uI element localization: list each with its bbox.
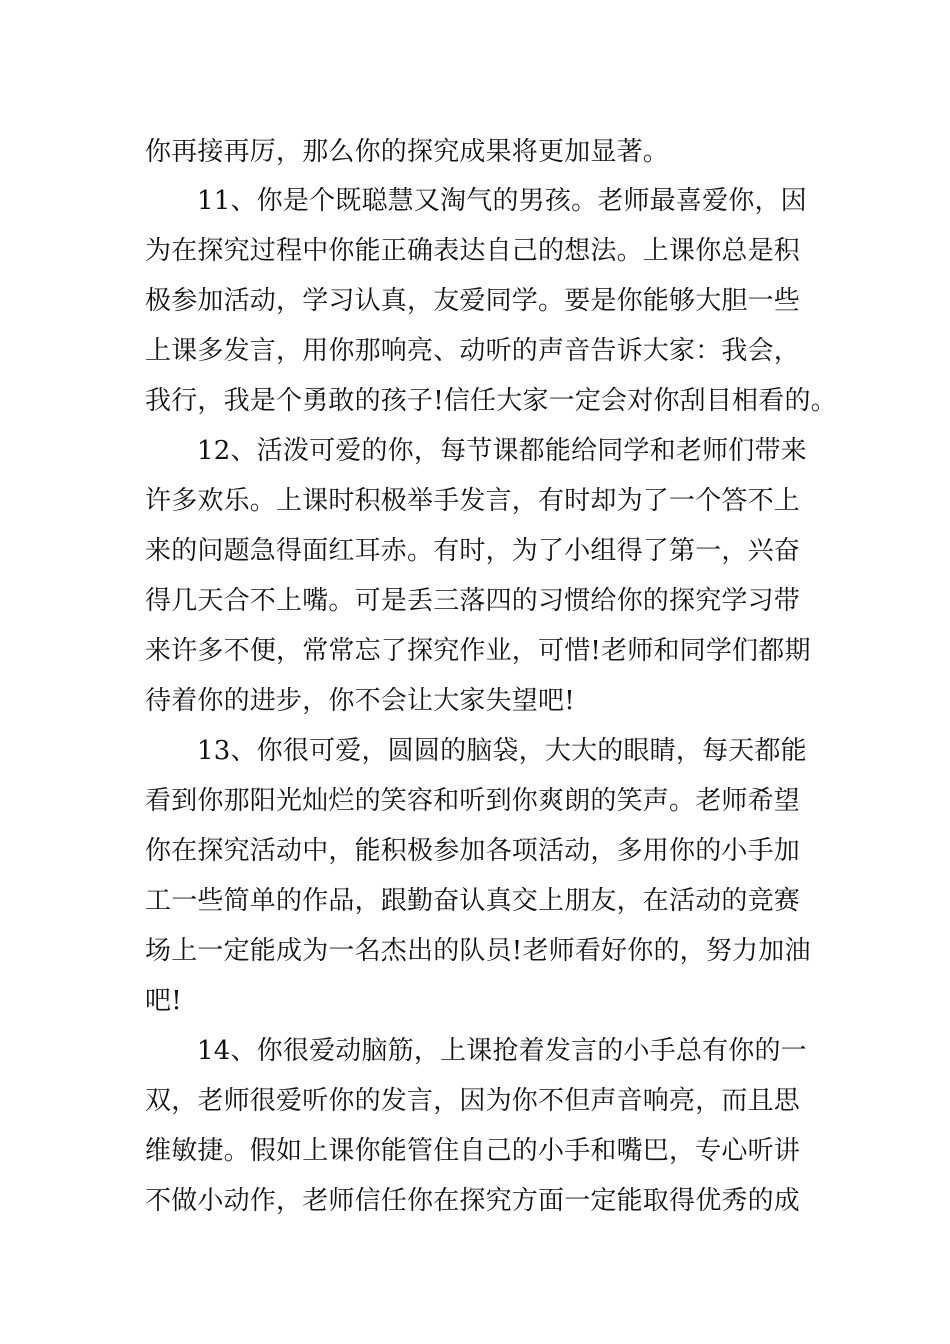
text-line: 你在探究活动中，能积极参加各项活动，多用你的小手加 (145, 836, 801, 866)
text-line: 来的问题急得面红耳赤。有时，为了小组得了第一，兴奋 (145, 536, 801, 566)
text-line: 工一些简单的作品，跟勤奋认真交上朋友，在活动的竞赛 (145, 886, 801, 916)
text-line: 吧! (145, 986, 182, 1016)
text-line: 为在探究过程中你能正确表达自己的想法。上课你总是积 (145, 236, 801, 266)
text-line-comment-12-start: 12、活泼可爱的你，每节课都能给同学和老师们带来 (197, 436, 807, 466)
text-line-comment-14-start: 14、你很爱动脑筋，上课抢着发言的小手总有你的一 (197, 1036, 807, 1066)
text-line: 你再接再厉，那么你的探究成果将更加显著。 (145, 137, 670, 167)
text-line: 许多欢乐。上课时积极举手发言，有时却为了一个答不上 (145, 486, 801, 516)
text-line: 不做小动作，老师信任你在探究方面一定能取得优秀的成 (145, 1186, 801, 1216)
text-line: 来许多不便，常常忘了探究作业，可惜!老师和同学们都期 (145, 636, 811, 666)
text-line: 看到你那阳光灿烂的笑容和听到你爽朗的笑声。老师希望 (145, 786, 801, 816)
text-line-comment-11-start: 11、你是个既聪慧又淘气的男孩。老师最喜爱你，因 (197, 186, 807, 216)
text-line: 场上一定能成为一名杰出的队员!老师看好你的，努力加油 (145, 936, 811, 966)
text-line: 待着你的进步，你不会让大家失望吧! (145, 686, 575, 716)
text-line-comment-13-start: 13、你很可爱，圆圆的脑袋，大大的眼睛，每天都能 (197, 736, 807, 766)
text-line: 上课多发言，用你那响亮、动听的声音告诉大家：我会， (145, 336, 801, 366)
text-line: 得几天合不上嘴。可是丢三落四的习惯给你的探究学习带 (145, 586, 801, 616)
text-line: 维敏捷。假如上课你能管住自己的小手和嘴巴，专心听讲 (145, 1136, 801, 1166)
text-line: 极参加活动，学习认真，友爱同学。要是你能够大胆一些 (145, 286, 801, 316)
text-line: 我行，我是个勇敢的孩子!信任大家一定会对你刮目相看的。 (145, 386, 837, 416)
text-line: 双，老师很爱听你的发言，因为你不但声音响亮，而且思 (145, 1086, 801, 1116)
